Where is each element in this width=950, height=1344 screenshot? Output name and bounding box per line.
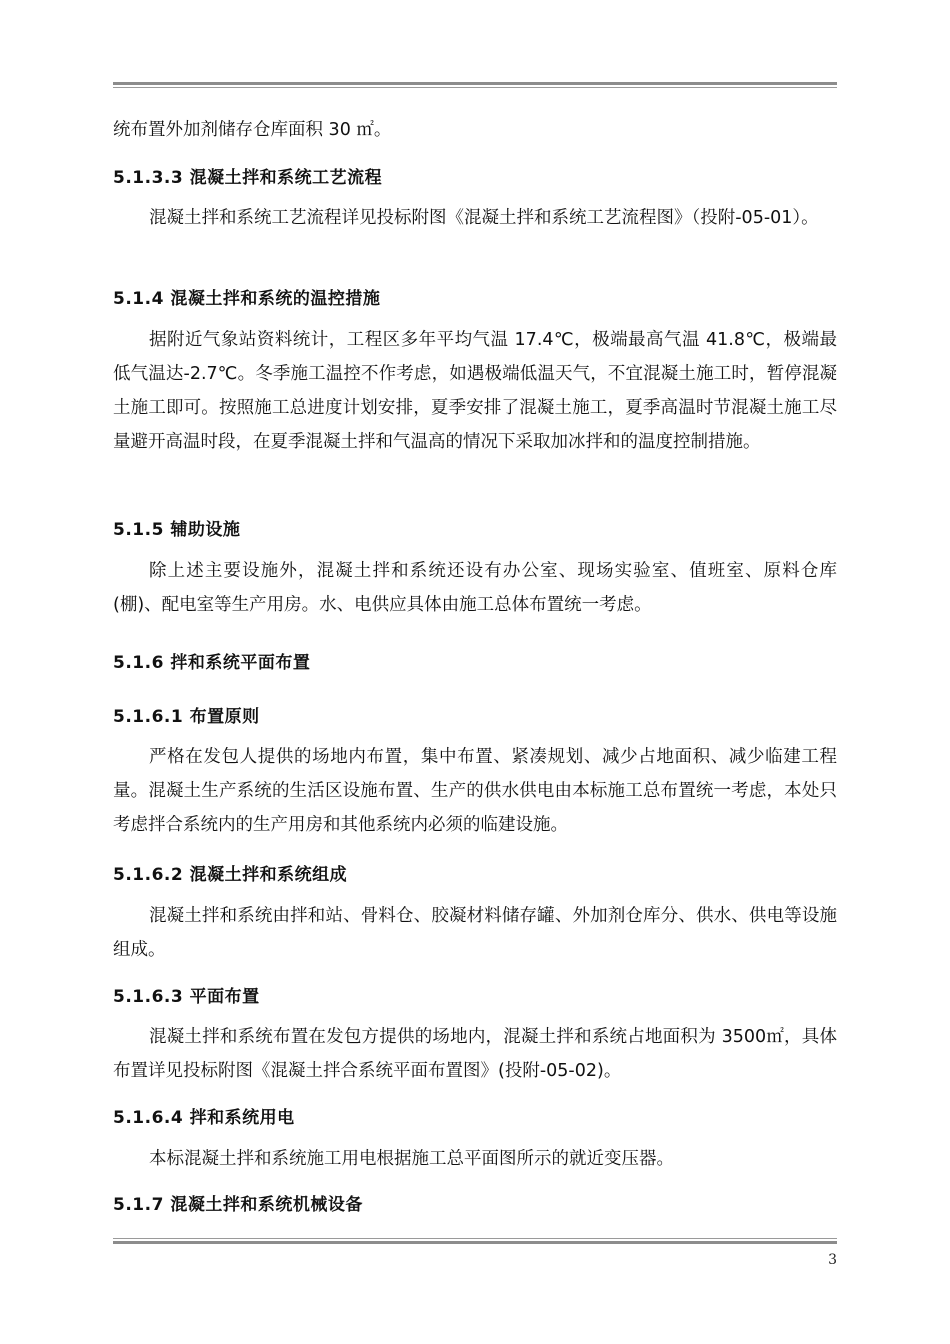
paragraph-system-composition: 混凝土拌和系统由拌和站、骨料仓、胶凝材料储存罐、外加剂仓库分、供水、供电等设施组成。 [113,906,837,960]
heading-5-1-6-3: 5.1.6.3 平面布置 [113,987,260,1007]
page-number: 3 [828,1252,837,1268]
heading-5-1-6: 5.1.6 拌和系统平面布置 [113,653,311,673]
paragraph-auxiliary-facilities: 除上述主要设施外，混凝土拌和系统还设有办公室、现场实验室、值班室、原料仓库(棚)、配电室等生产用房。水、电供应具体由施工总体布置统一考虑。 [113,561,837,615]
heading-5-1-7: 5.1.7 混凝土拌和系统机械设备 [113,1195,363,1215]
heading-5-1-3-3: 5.1.3.3 混凝土拌和系统工艺流程 [113,168,383,188]
heading-5-1-6-1: 5.1.6.1 布置原则 [113,707,260,727]
paragraph-temperature-control: 据附近气象站资料统计，工程区多年平均气温 17.4℃，极端最高气温 41.8℃，极端最低气温达-2.7℃。冬季施工温控不作考虑，如遇极端低温天气，不宜混凝土施工时，暂停混凝土施工即可。按照施工总进度计划安排，夏季安排了混凝土施工，夏季高温时节混凝土施工尽量避开高温时段，在夏季混凝土拌和气温高的情况下采取加冰拌和的温度控制措施。 [113,330,837,452]
paragraph-layout-principles: 严格在发包人提供的场地内布置，集中布置、紧凑规划、减少占地面积、减少临建工程量。混凝土生产系统的生活区设施布置、生产的供水供电由本标施工总布置统一考虑，本处只考虑拌合系统内的生产用房和其他系统内必须的临建设施。 [113,747,837,835]
heading-5-1-6-2: 5.1.6.2 混凝土拌和系统组成 [113,865,348,885]
heading-5-1-4: 5.1.4 混凝土拌和系统的温控措施 [113,289,381,309]
header-rule [113,82,837,88]
paragraph-plane-layout: 混凝土拌和系统布置在发包方提供的场地内，混凝土拌和系统占地面积为 3500㎡，具体布置详见投标附图《混凝土拌合系统平面布置图》(投附-05-02)。 [113,1027,837,1081]
footer-rule [113,1238,837,1244]
heading-5-1-5: 5.1.5 辅助设施 [113,520,241,540]
paragraph-power-supply: 本标混凝土拌和系统施工用电根据施工总平面图所示的就近变压器。 [149,1149,674,1169]
paragraph-process-flow: 混凝土拌和系统工艺流程详见投标附图《混凝土拌和系统工艺流程图》（投附-05-01）。 [149,208,819,228]
heading-5-1-6-4: 5.1.6.4 拌和系统用电 [113,1108,295,1128]
paragraph-continuation: 统布置外加剂储存仓库面积 30 ㎡。 [113,120,392,140]
